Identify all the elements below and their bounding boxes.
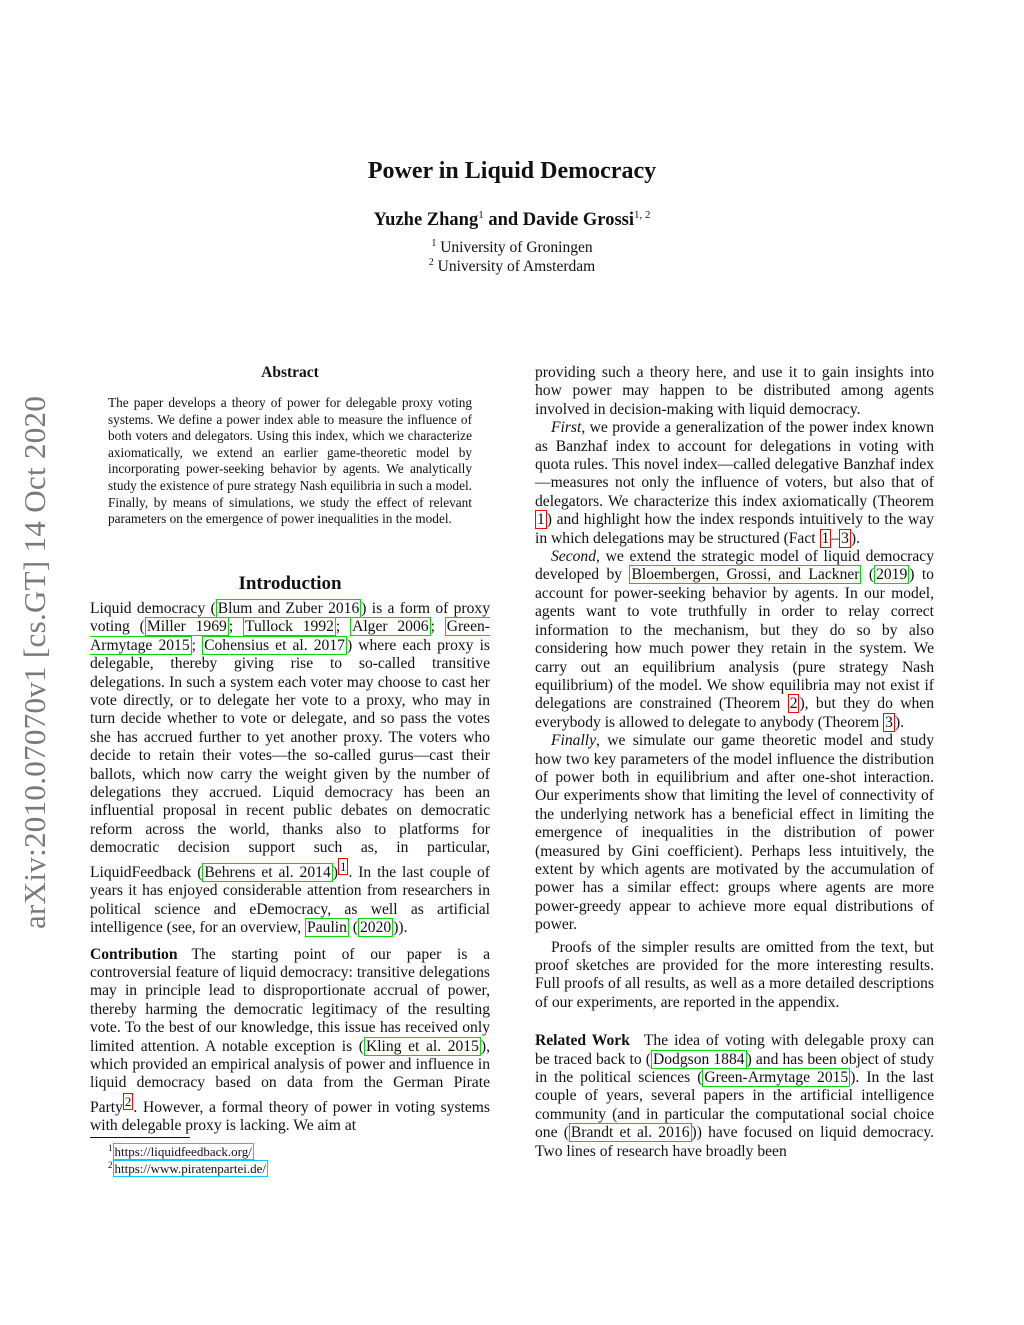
citation-link[interactable]: Green-Armytage 2015 bbox=[704, 1069, 849, 1087]
author-1: Yuzhe Zhang bbox=[373, 210, 479, 231]
footnote-1: $^1$ https://liquidfeedback.org/ bbox=[108, 1143, 252, 1160]
author-2: Davide Grossi bbox=[522, 210, 634, 231]
contribution-heading: Contribution bbox=[90, 945, 178, 963]
footnote-ref-link[interactable]: 2 bbox=[124, 1093, 132, 1109]
affiliation-2: $^2$ University of Amsterdam bbox=[428, 257, 596, 276]
fact-ref-link[interactable]: 3 bbox=[841, 529, 849, 547]
proofs-paragraph: Proofs of the simpler results are omitted from the text, but proof sketches are provided for the more interesting results. Full proofs of all results, as well as a more detailed descriptions of our experiments, are reported in the appendix. bbox=[535, 938, 934, 1011]
theorem-ref-link[interactable]: 2 bbox=[789, 695, 798, 713]
footnote-divider bbox=[90, 1137, 190, 1138]
citation-link[interactable]: Green-Armytage 2015 bbox=[90, 618, 490, 654]
related-work-heading: Related Work bbox=[535, 1032, 630, 1050]
paper-title: Power in Liquid Democracy bbox=[367, 158, 657, 184]
abstract-text: The paper develops a theory of power for delegable proxy voting systems. We define a power index able to measure the influence of both voters and delegators. Using this index, which we characterize axiomatically, we extend an earlier game-theoretic model by incorporating power-seeking behavior by agents. We analytically study the existence of pure strategy Nash equilibria in such a model. Finally, by means of simulations, we study the effect of relevant parameters on the emergence of power inequalities in the model. bbox=[108, 395, 472, 527]
finally-paragraph: Finally, we simulate our game theoretic model and study how two key parameters of the model influence the distribution of power both in equilibrium and after one-shot interaction. Our experiments show that limiting the level of connectivity of the underlying network has a beneficial effect in limiting the emergence of inequalities in the distribution of power (measured by Gini coefficient). Perhaps less intuitively, the extent by which agents are motivated by the accumulation of power has a similar effect: groups where agents are more power-greedy appear to achieve more equal distributions of power. bbox=[535, 732, 934, 934]
citation-link[interactable]: 2019 bbox=[876, 566, 908, 584]
citation-link[interactable]: Alger 2006 bbox=[352, 618, 429, 636]
citation-link[interactable]: Miller 1969 bbox=[146, 618, 227, 636]
citation-link[interactable]: Kling et al. 2015 bbox=[365, 1037, 479, 1055]
citation-link[interactable]: 2020 bbox=[360, 919, 392, 937]
left-column bbox=[90, 600, 490, 1136]
introduction-heading: Introduction bbox=[238, 573, 342, 594]
author-2-affil: 1, 2 bbox=[633, 209, 651, 221]
citation-link[interactable]: Blum and Zuber 2016 bbox=[217, 600, 360, 617]
author-and: and bbox=[483, 210, 523, 231]
arxiv-side-stamp: arXiv:2010.07070v1 [cs.GT] 14 Oct 2020 bbox=[17, 395, 52, 929]
theorem-ref-link[interactable]: 3 bbox=[885, 713, 893, 731]
footnote-ref-link[interactable]: 1 bbox=[339, 858, 347, 874]
abstract-heading: Abstract bbox=[261, 364, 319, 381]
citation-link[interactable]: Cohensius et al. 2017 bbox=[204, 636, 345, 654]
author-line bbox=[0, 209, 1024, 231]
citation-link[interactable]: Dodgson 1884 bbox=[652, 1050, 745, 1068]
citation-link[interactable]: Bloembergen, Grossi, and Lackner bbox=[631, 566, 860, 584]
citation-link[interactable]: Behrens et al. 2014 bbox=[204, 863, 331, 881]
author-1-affil: 1 bbox=[478, 209, 484, 221]
citation-link[interactable]: Paulin bbox=[307, 919, 347, 937]
contribution-paragraph: Contribution The starting point of our paper is a controversial feature of liquid democracy: transitive delegations may in principle lead to disproportionate accrual of power, thereby harming the democratic legitimacy of the resulting vote. To the best of our knowledge, this issue has received only limited attention. A notable exception is ( Kling et al. 2015 ), which provided an empirical analysis of power and influence in liquid democracy based on data from the German Pirate Party $^2$ . However, a formal theory of power in voting systems with delegable proxy is lacking. We aim at bbox=[90, 945, 490, 1135]
theorem-ref-link[interactable]: 1 bbox=[537, 511, 545, 529]
first-paragraph: First, we provide a generalization of the power index known as Banzhaf index to account for delegations in voting with quota rules. This novel index—called delegative Banzhaf index—measures not only the influence of voters, but also that of delegators. We characterize this index axiomatically (Theorem 1 ) and highlight how the index responds intuitively to the way in which delegations may be structured (Fact 1 – 3 ). bbox=[535, 419, 934, 547]
affiliation-1: $^1$ University of Groningen bbox=[431, 238, 593, 257]
citation-link[interactable]: Brandt et al. 2016 bbox=[570, 1124, 690, 1142]
intro-paragraph-1: Liquid democracy ( Blum and Zuber 2016 ) is a form of proxy voting ( Miller 1969 ; Tullock 1992 ; Alger 2006 ; Green-Armytage 2015 ; Cohensius et al. 2017 ) where each proxy is delegable, thereby giving rise to so-called transitive delegations. In such a system each voter may choose to cast her vote directly, or to delegate her vote to a proxy, who may in turn decide whether to vote or delegate, and so pass the votes she has accrued further to yet another proxy. The voters who decide to retain their votes—the so-called gurus—cast their ballots, which now carry the weight given by the number of delegations they accrued. Liquid democracy has been an influential proposal in recent public debates on democratic reform across the world, thanks also to platforms for democratic decision support such as, in particular, LiquidFeedback ( Behrens et al. 2014 ) $^1$ . In the last couple of years it has enjoyed considerable attention from researchers in political science and eDemocracy, as well as artificial intelligence (see, for an overview, Paulin ( 2020 )). bbox=[90, 600, 490, 937]
second-paragraph: Second, we extend the strategic model of liquid democracy developed by Bloembergen, Grossi, and Lackner ( 2019 ) to account for power-seeking behavior by agents. In our model, agents want to vote truthfully in order to relay correct information to the mechanism, but they do so by also considering how much power they retain in the system. We carry out an equilibrium analysis (pure strategy Nash equilibrium) of the model. We show equilibria may not exist if delegations are constrained (Theorem 2 ), but they do when everybody is allowed to delegate to anybody (Theorem 3 ). bbox=[535, 548, 934, 731]
fact-ref-link[interactable]: 1 bbox=[821, 529, 830, 547]
right-paragraph-0: providing such a theory here, and use it to gain insights into how power may happen to be distributed among agents involved in decision-making with liquid democracy. bbox=[535, 364, 934, 418]
related-work-paragraph: Related Work The idea of voting with delegable proxy can be traced back to ( Dodgson 1884 ) and has been object of study in the political sciences ( Green-Armytage 2015 ). In the last couple of years, several papers in the artificial intelligence community (and in particular the computational social choice one ( Brandt et al. 2016 )) have focused on liquid democracy. Two lines of research have broadly been bbox=[535, 1032, 935, 1160]
footnote-url-link[interactable]: https://www.piratenpartei.de/ bbox=[114, 1161, 267, 1177]
right-column bbox=[535, 364, 934, 1161]
footnote-2: $^2$ https://www.piratenpartei.de/ bbox=[108, 1160, 267, 1177]
citation-link[interactable]: Tullock 1992 bbox=[244, 618, 334, 636]
footnote-url-link[interactable]: https://liquidfeedback.org/ bbox=[114, 1144, 252, 1160]
